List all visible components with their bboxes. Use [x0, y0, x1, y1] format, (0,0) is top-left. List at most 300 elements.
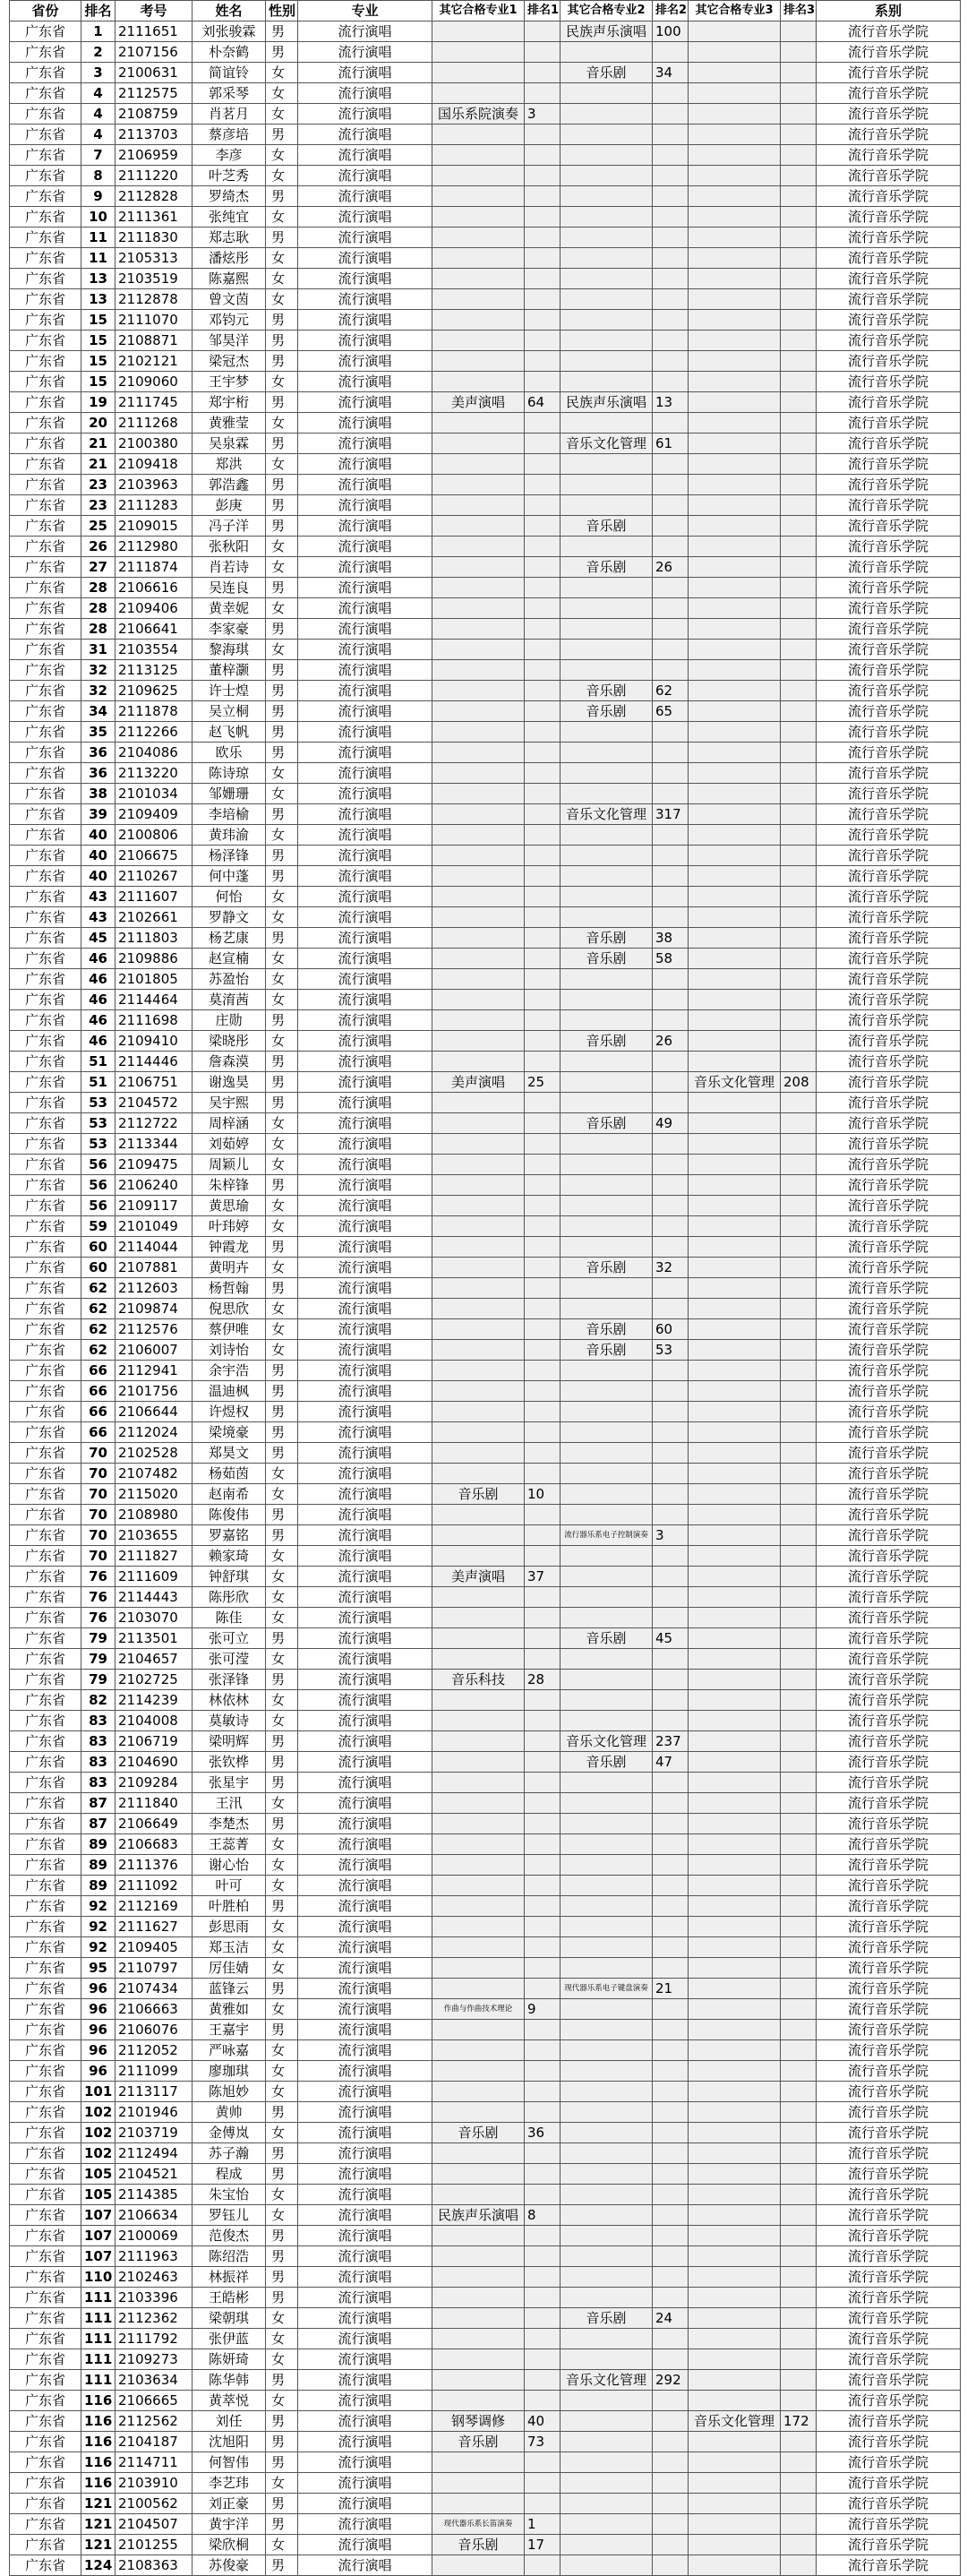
rank-cell: 23 — [81, 475, 116, 495]
other-major-1-cell — [432, 310, 525, 331]
major-cell: 流行演唱 — [298, 434, 432, 454]
rank-3-cell — [781, 42, 817, 63]
province-cell: 广东省 — [10, 2494, 81, 2514]
other-major-2-cell — [561, 2143, 653, 2164]
rank-cell: 46 — [81, 1031, 116, 1052]
province-cell: 广东省 — [10, 1814, 81, 1834]
rank-1-cell — [525, 475, 561, 495]
major-cell: 流行演唱 — [298, 763, 432, 784]
department-cell: 流行音乐学院 — [817, 1793, 961, 1814]
rank-1-cell — [525, 1587, 561, 1608]
other-major-1-cell — [432, 269, 525, 289]
exam-id-cell: 2111651 — [116, 21, 193, 42]
other-major-2-cell — [561, 907, 653, 928]
gender-cell: 男 — [266, 701, 298, 722]
rank-cell: 53 — [81, 1093, 116, 1113]
name-cell: 何怡 — [193, 887, 266, 907]
other-major-2-cell — [561, 2329, 653, 2349]
rank-2-cell — [653, 1464, 689, 1484]
other-major-1-cell — [432, 21, 525, 42]
gender-cell: 男 — [266, 351, 298, 372]
name-cell: 张伊蓝 — [193, 2329, 266, 2349]
rank-2-cell — [653, 1443, 689, 1464]
rank-2-cell — [653, 166, 689, 186]
rank-1-cell — [525, 1690, 561, 1711]
name-cell: 莫淯茜 — [193, 990, 266, 1010]
exam-id-cell: 2109117 — [116, 1196, 193, 1216]
table-row — [10, 83, 961, 104]
rank-1-cell — [525, 372, 561, 392]
major-cell: 流行演唱 — [298, 1670, 432, 1690]
department-cell: 流行音乐学院 — [817, 1546, 961, 1567]
table-row — [10, 1237, 961, 1258]
col-header-province: 省份 — [10, 1, 81, 21]
other-major-2-cell — [561, 2555, 653, 2576]
other-major-2-cell — [561, 1464, 653, 1484]
rank-2-cell — [653, 83, 689, 104]
rank-cell: 27 — [81, 557, 116, 578]
rank-3-cell — [781, 1587, 817, 1608]
major-cell: 流行演唱 — [298, 2020, 432, 2040]
exam-id-cell: 2108759 — [116, 104, 193, 125]
other-major-2-cell — [561, 784, 653, 804]
rank-3-cell — [781, 2164, 817, 2185]
major-cell: 流行演唱 — [298, 578, 432, 598]
department-cell: 流行音乐学院 — [817, 2555, 961, 2576]
rank-2-cell — [653, 2535, 689, 2555]
other-major-1-cell — [432, 125, 525, 145]
rank-cell: 111 — [81, 2349, 116, 2370]
table-row — [10, 2082, 961, 2102]
department-cell: 流行音乐学院 — [817, 42, 961, 63]
department-cell: 流行音乐学院 — [817, 1979, 961, 1999]
name-cell: 余宇浩 — [193, 1361, 266, 1381]
other-major-1-cell — [432, 537, 525, 557]
rank-1-cell — [525, 1505, 561, 1525]
gender-cell: 女 — [266, 763, 298, 784]
rank-2-cell — [653, 1093, 689, 1113]
major-cell: 流行演唱 — [298, 2164, 432, 2185]
name-cell: 李彦 — [193, 145, 266, 166]
province-cell: 广东省 — [10, 2185, 81, 2205]
department-cell: 流行音乐学院 — [817, 1155, 961, 1175]
rank-cell: 83 — [81, 1773, 116, 1793]
rank-3-cell — [781, 907, 817, 928]
table-row — [10, 2411, 961, 2432]
rank-1-cell — [525, 1711, 561, 1731]
name-cell: 何中蓬 — [193, 866, 266, 887]
name-cell: 郑宇桁 — [193, 392, 266, 413]
exam-id-cell: 2111627 — [116, 1917, 193, 1937]
other-major-2-cell — [561, 2494, 653, 2514]
major-cell: 流行演唱 — [298, 907, 432, 928]
department-cell: 流行音乐学院 — [817, 454, 961, 475]
exam-id-cell: 2101946 — [116, 2102, 193, 2123]
other-major-3-cell — [689, 578, 781, 598]
other-major-2-cell — [561, 104, 653, 125]
rank-3-cell — [781, 413, 817, 434]
major-cell: 流行演唱 — [298, 2452, 432, 2473]
exam-id-cell: 2112266 — [116, 722, 193, 743]
exam-id-cell: 2103719 — [116, 2123, 193, 2143]
other-major-3-cell — [689, 1216, 781, 1237]
exam-id-cell: 2111792 — [116, 2329, 193, 2349]
gender-cell: 女 — [266, 207, 298, 228]
province-cell: 广东省 — [10, 1361, 81, 1381]
table-row — [10, 413, 961, 434]
major-cell: 流行演唱 — [298, 1072, 432, 1093]
province-cell: 广东省 — [10, 434, 81, 454]
other-major-2-cell — [561, 2061, 653, 2082]
exam-id-cell: 2109409 — [116, 804, 193, 825]
other-major-3-cell — [689, 1711, 781, 1731]
other-major-2-cell — [561, 2432, 653, 2452]
rank-cell: 40 — [81, 825, 116, 846]
table-row — [10, 2267, 961, 2288]
table-row — [10, 2288, 961, 2308]
rank-cell: 25 — [81, 516, 116, 537]
other-major-2-cell — [561, 619, 653, 640]
rank-2-cell — [653, 207, 689, 228]
major-cell: 流行演唱 — [298, 804, 432, 825]
other-major-3-cell — [689, 2061, 781, 2082]
other-major-3-cell — [689, 1031, 781, 1052]
name-cell: 黄思瑜 — [193, 1196, 266, 1216]
rank-3-cell — [781, 1917, 817, 1937]
rank-2-cell: 26 — [653, 557, 689, 578]
table-row — [10, 1608, 961, 1628]
table-row — [10, 598, 961, 619]
gender-cell: 女 — [266, 825, 298, 846]
major-cell: 流行演唱 — [298, 2432, 432, 2452]
gender-cell: 女 — [266, 1546, 298, 1567]
rank-3-cell — [781, 248, 817, 269]
rank-2-cell — [653, 248, 689, 269]
exam-id-cell: 2101805 — [116, 969, 193, 990]
province-cell: 广东省 — [10, 763, 81, 784]
table-row — [10, 2102, 961, 2123]
exam-id-cell: 2111376 — [116, 1855, 193, 1876]
province-cell: 广东省 — [10, 1628, 81, 1649]
province-cell: 广东省 — [10, 784, 81, 804]
other-major-1-cell — [432, 619, 525, 640]
rank-cell: 46 — [81, 969, 116, 990]
major-cell: 流行演唱 — [298, 619, 432, 640]
province-cell: 广东省 — [10, 907, 81, 928]
exam-id-cell: 2100562 — [116, 2494, 193, 2514]
rank-3-cell — [781, 392, 817, 413]
table-row — [10, 207, 961, 228]
rank-cell: 79 — [81, 1670, 116, 1690]
rank-3-cell — [781, 722, 817, 743]
rank-3-cell — [781, 1546, 817, 1567]
department-cell: 流行音乐学院 — [817, 475, 961, 495]
rank-3-cell — [781, 331, 817, 351]
department-cell: 流行音乐学院 — [817, 1958, 961, 1979]
exam-id-cell: 2109406 — [116, 598, 193, 619]
other-major-3-cell — [689, 1649, 781, 1670]
exam-id-cell: 2112878 — [116, 289, 193, 310]
major-cell: 流行演唱 — [298, 2288, 432, 2308]
other-major-3-cell — [689, 1917, 781, 1937]
name-cell: 朴奈鹤 — [193, 42, 266, 63]
rank-cell: 111 — [81, 2288, 116, 2308]
table-row — [10, 125, 961, 145]
rank-3-cell — [781, 578, 817, 598]
major-cell: 流行演唱 — [298, 1464, 432, 1484]
department-cell: 流行音乐学院 — [817, 1464, 961, 1484]
major-cell: 流行演唱 — [298, 722, 432, 743]
name-cell: 简谊铃 — [193, 63, 266, 83]
table-row — [10, 21, 961, 42]
other-major-1-cell — [432, 1649, 525, 1670]
rank-1-cell — [525, 1937, 561, 1958]
department-cell: 流行音乐学院 — [817, 866, 961, 887]
gender-cell: 男 — [266, 1402, 298, 1422]
rank-1-cell — [525, 701, 561, 722]
other-major-1-cell — [432, 1113, 525, 1134]
table-row — [10, 1649, 961, 1670]
exam-id-cell: 2103519 — [116, 269, 193, 289]
province-cell: 广东省 — [10, 928, 81, 949]
other-major-3-cell — [689, 1443, 781, 1464]
rank-cell: 76 — [81, 1567, 116, 1587]
rank-2-cell — [653, 2205, 689, 2226]
department-cell: 流行音乐学院 — [817, 1010, 961, 1031]
other-major-2-cell — [561, 1093, 653, 1113]
name-cell: 赵宣楠 — [193, 949, 266, 969]
table-row — [10, 784, 961, 804]
rank-2-cell — [653, 743, 689, 763]
other-major-3-cell — [689, 145, 781, 166]
rank-2-cell — [653, 2040, 689, 2061]
rank-3-cell — [781, 1649, 817, 1670]
other-major-3-cell — [689, 2555, 781, 2576]
department-cell: 流行音乐学院 — [817, 2040, 961, 2061]
department-cell: 流行音乐学院 — [817, 1567, 961, 1587]
rank-1-cell — [525, 1093, 561, 1113]
table-row — [10, 1278, 961, 1299]
province-cell: 广东省 — [10, 207, 81, 228]
rank-1-cell — [525, 21, 561, 42]
other-major-3-cell — [689, 2040, 781, 2061]
other-major-2-cell — [561, 537, 653, 557]
col-header-rank-3: 排名3 — [781, 1, 817, 21]
name-cell: 梁晓彤 — [193, 1031, 266, 1052]
other-major-3-cell — [689, 804, 781, 825]
other-major-2-cell — [561, 1711, 653, 1731]
rank-2-cell — [653, 846, 689, 866]
exam-id-cell: 2104657 — [116, 1649, 193, 1670]
exam-id-cell: 2100806 — [116, 825, 193, 846]
rank-2-cell — [653, 1134, 689, 1155]
rank-cell: 89 — [81, 1834, 116, 1855]
department-cell: 流行音乐学院 — [817, 1134, 961, 1155]
name-cell: 赵飞帆 — [193, 722, 266, 743]
rank-cell: 15 — [81, 351, 116, 372]
other-major-2-cell: 音乐剧 — [561, 1031, 653, 1052]
gender-cell: 女 — [266, 949, 298, 969]
gender-cell: 男 — [266, 2432, 298, 2452]
rank-3-cell — [781, 21, 817, 42]
table-row — [10, 63, 961, 83]
rank-2-cell — [653, 907, 689, 928]
name-cell: 何智伟 — [193, 2452, 266, 2473]
gender-cell: 女 — [266, 1793, 298, 1814]
other-major-1-cell — [432, 1237, 525, 1258]
table-row — [10, 928, 961, 949]
other-major-3-cell — [689, 104, 781, 125]
name-cell: 张泽锋 — [193, 1670, 266, 1690]
other-major-1-cell — [432, 990, 525, 1010]
other-major-1-cell — [432, 145, 525, 166]
rank-cell: 92 — [81, 1917, 116, 1937]
name-cell: 张可立 — [193, 1628, 266, 1649]
department-cell: 流行音乐学院 — [817, 969, 961, 990]
rank-3-cell — [781, 310, 817, 331]
rank-2-cell — [653, 1484, 689, 1505]
rank-1-cell — [525, 1752, 561, 1773]
other-major-2-cell — [561, 186, 653, 207]
major-cell: 流行演唱 — [298, 1381, 432, 1402]
province-cell: 广东省 — [10, 2329, 81, 2349]
exam-id-cell: 2102121 — [116, 351, 193, 372]
exam-id-cell: 2106719 — [116, 1731, 193, 1752]
rank-cell: 76 — [81, 1587, 116, 1608]
rank-cell: 101 — [81, 2082, 116, 2102]
rank-cell: 15 — [81, 310, 116, 331]
gender-cell: 女 — [266, 1134, 298, 1155]
rank-cell: 53 — [81, 1134, 116, 1155]
major-cell: 流行演唱 — [298, 2308, 432, 2329]
rank-cell: 51 — [81, 1052, 116, 1072]
name-cell: 苏盈怡 — [193, 969, 266, 990]
exam-id-cell: 2101034 — [116, 784, 193, 804]
rank-cell: 62 — [81, 1299, 116, 1319]
rank-1-cell — [525, 2391, 561, 2411]
major-cell: 流行演唱 — [298, 1299, 432, 1319]
rank-3-cell — [781, 2082, 817, 2102]
name-cell: 刘张骏霖 — [193, 21, 266, 42]
exam-id-cell: 2113703 — [116, 125, 193, 145]
rank-2-cell: 317 — [653, 804, 689, 825]
other-major-3-cell — [689, 413, 781, 434]
gender-cell: 女 — [266, 1340, 298, 1361]
department-cell: 流行音乐学院 — [817, 763, 961, 784]
province-cell: 广东省 — [10, 2370, 81, 2391]
province-cell: 广东省 — [10, 310, 81, 331]
col-header-other-major-1: 其它合格专业1 — [432, 1, 525, 21]
rank-3-cell — [781, 1216, 817, 1237]
rank-2-cell: 32 — [653, 1258, 689, 1278]
major-cell: 流行演唱 — [298, 207, 432, 228]
name-cell: 杨茹茵 — [193, 1464, 266, 1484]
rank-3-cell — [781, 289, 817, 310]
rank-3-cell — [781, 2391, 817, 2411]
other-major-1-cell — [432, 2494, 525, 2514]
rank-3-cell — [781, 701, 817, 722]
department-cell: 流行音乐学院 — [817, 1690, 961, 1711]
gender-cell: 男 — [266, 1175, 298, 1196]
province-cell: 广东省 — [10, 2205, 81, 2226]
exam-id-cell: 2112024 — [116, 1422, 193, 1443]
major-cell: 流行演唱 — [298, 1258, 432, 1278]
province-cell: 广东省 — [10, 1196, 81, 1216]
rank-cell: 102 — [81, 2102, 116, 2123]
province-cell: 广东省 — [10, 475, 81, 495]
gender-cell: 女 — [266, 640, 298, 660]
other-major-1-cell — [432, 557, 525, 578]
other-major-3-cell — [689, 2535, 781, 2555]
other-major-1-cell — [432, 63, 525, 83]
department-cell: 流行音乐学院 — [817, 1525, 961, 1546]
exam-id-cell: 2111803 — [116, 928, 193, 949]
major-cell: 流行演唱 — [298, 331, 432, 351]
rank-3-cell — [781, 1690, 817, 1711]
rank-cell: 43 — [81, 907, 116, 928]
exam-id-cell: 2106641 — [116, 619, 193, 640]
rank-3-cell — [781, 83, 817, 104]
other-major-3-cell — [689, 248, 781, 269]
gender-cell: 男 — [266, 125, 298, 145]
province-cell: 广东省 — [10, 454, 81, 475]
table-row — [10, 2185, 961, 2205]
department-cell: 流行音乐学院 — [817, 1608, 961, 1628]
gender-cell: 女 — [266, 1690, 298, 1711]
major-cell: 流行演唱 — [298, 125, 432, 145]
gender-cell: 女 — [266, 1711, 298, 1731]
other-major-2-cell: 音乐剧 — [561, 63, 653, 83]
exam-id-cell: 2101756 — [116, 1381, 193, 1402]
rank-cell: 39 — [81, 804, 116, 825]
rank-1-cell — [525, 537, 561, 557]
exam-id-cell: 2115020 — [116, 1484, 193, 1505]
other-major-2-cell — [561, 846, 653, 866]
gender-cell: 女 — [266, 969, 298, 990]
other-major-3-cell — [689, 2123, 781, 2143]
table-row — [10, 2452, 961, 2473]
major-cell: 流行演唱 — [298, 1052, 432, 1072]
rank-1-cell — [525, 1031, 561, 1052]
rank-1-cell — [525, 1834, 561, 1855]
rank-1-cell — [525, 2329, 561, 2349]
name-cell: 严咏嘉 — [193, 2040, 266, 2061]
department-cell: 流行音乐学院 — [817, 804, 961, 825]
other-major-2-cell: 民族声乐演唱 — [561, 21, 653, 42]
other-major-3-cell — [689, 660, 781, 681]
gender-cell: 女 — [266, 1319, 298, 1340]
other-major-3-cell — [689, 1999, 781, 2020]
other-major-3-cell — [689, 331, 781, 351]
gender-cell: 男 — [266, 1670, 298, 1690]
rank-3-cell — [781, 1237, 817, 1258]
rank-cell: 20 — [81, 413, 116, 434]
rank-cell: 28 — [81, 578, 116, 598]
department-cell: 流行音乐学院 — [817, 516, 961, 537]
exam-id-cell: 2112722 — [116, 1113, 193, 1134]
other-major-2-cell — [561, 125, 653, 145]
rank-3-cell — [781, 928, 817, 949]
major-cell: 流行演唱 — [298, 2349, 432, 2370]
table-row — [10, 289, 961, 310]
name-cell: 赖家琦 — [193, 1546, 266, 1567]
other-major-3-cell — [689, 63, 781, 83]
rank-1-cell — [525, 1402, 561, 1422]
major-cell: 流行演唱 — [298, 1958, 432, 1979]
name-cell: 蔡伊唯 — [193, 1319, 266, 1340]
gender-cell: 男 — [266, 2494, 298, 2514]
other-major-1-cell — [432, 1155, 525, 1175]
